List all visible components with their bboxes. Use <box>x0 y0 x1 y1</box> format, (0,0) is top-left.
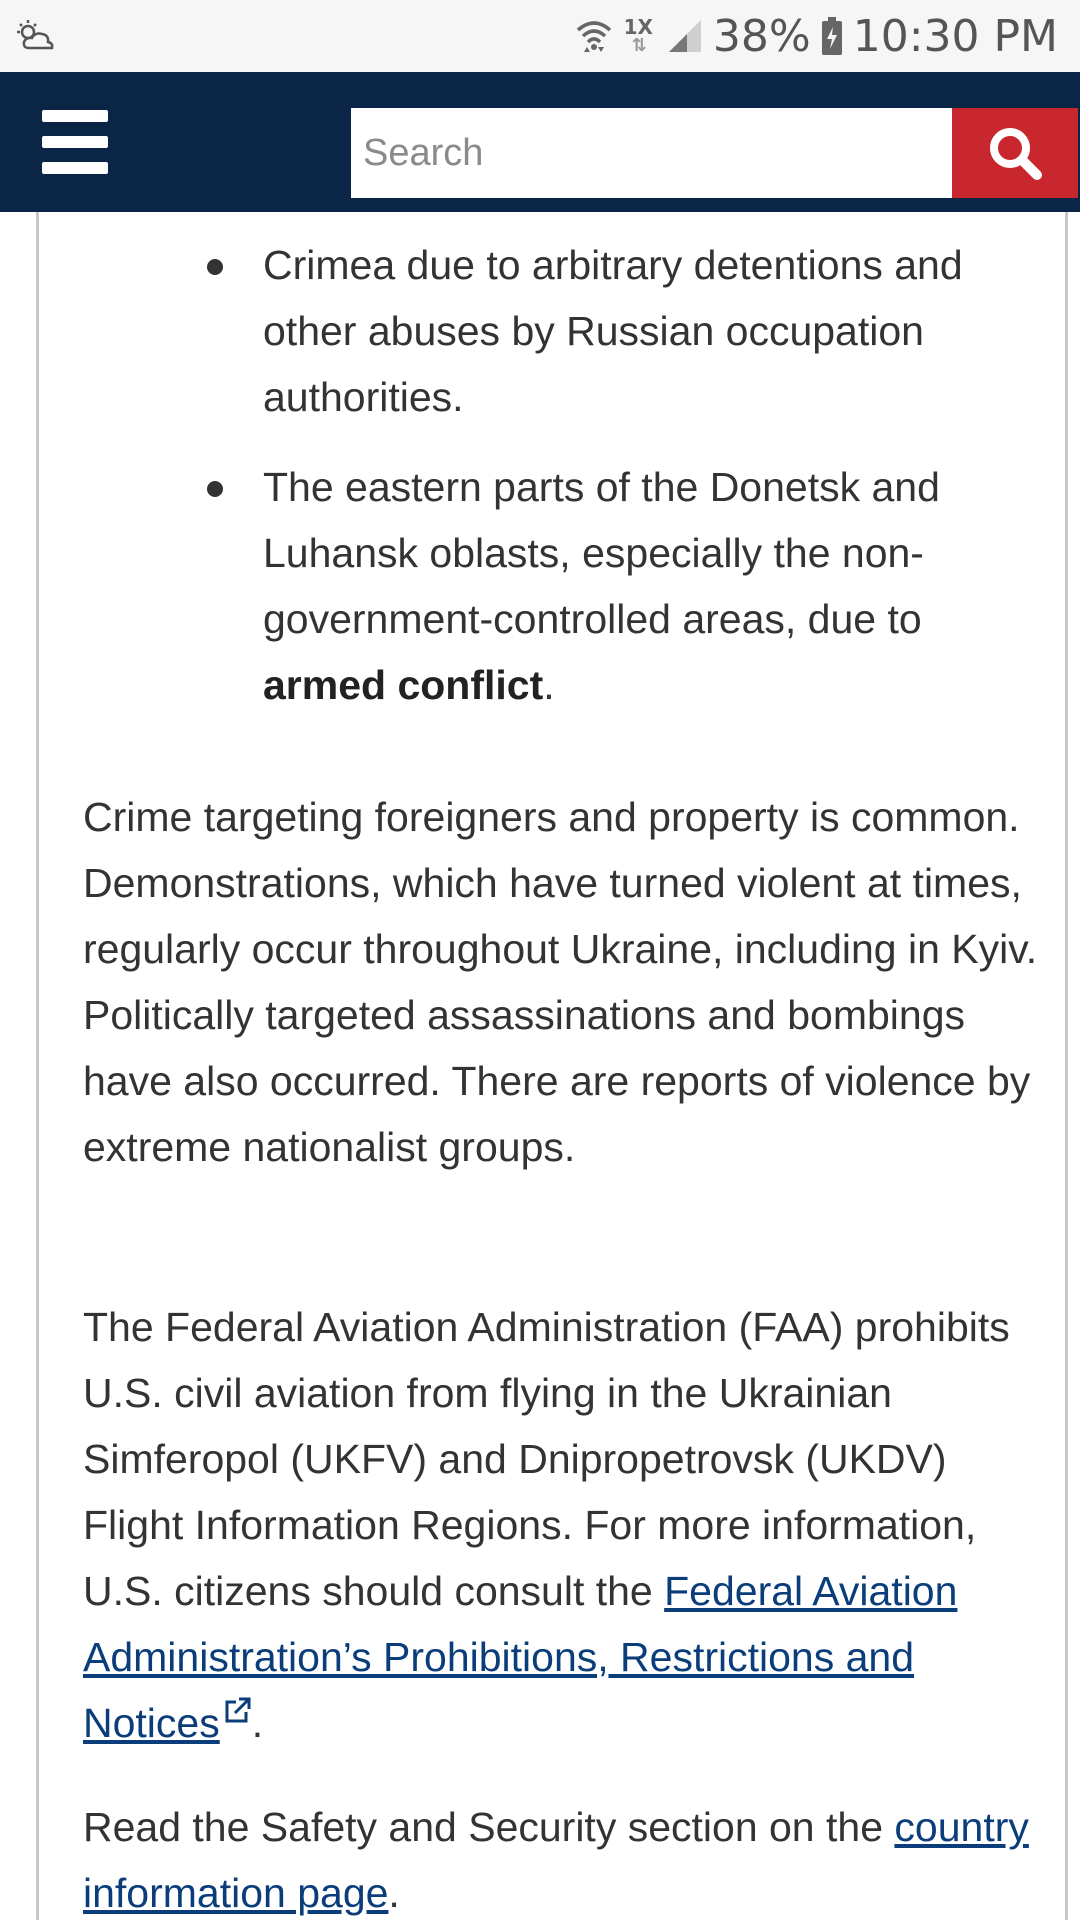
battery-icon <box>821 16 843 56</box>
status-right <box>574 11 1058 62</box>
article-content <box>36 212 1068 1920</box>
wifi-icon <box>574 16 614 56</box>
bullet-text: The eastern parts of the Donetsk and Luhansk oblasts, especially the non-government-controlled areas, due to <box>263 464 940 642</box>
paragraph-end: . <box>388 1870 400 1916</box>
paragraph-end: . <box>251 1700 264 1746</box>
hamburger-icon-bar <box>42 162 108 174</box>
bullet-list <box>39 232 1029 742</box>
data-arrows-icon: ⇅ <box>631 35 645 56</box>
battery-percent: 38% <box>712 10 811 62</box>
paragraph-crime: Crime targeting foreigners and property is common. Demonstrations, which have turned violent at times, regularly occur throughout Ukraine, including in Kyiv. Politically targeted assassinations and bombings have also occurred. There are reports of violence by extreme nationalist groups. <box>83 794 1038 1170</box>
signal-icon <box>667 18 703 54</box>
site-header <box>0 72 1080 212</box>
paragraph-text: Read the Safety and Security section on the <box>83 1804 895 1850</box>
clock: 10:30 PM <box>852 10 1058 62</box>
paragraph-faa <box>83 1294 1043 1756</box>
status-bar <box>0 0 1080 72</box>
link-text: country information page <box>83 1804 1029 1916</box>
menu-button[interactable] <box>42 110 112 174</box>
search-input[interactable] <box>351 108 952 198</box>
network-type-label: 1X <box>623 15 653 39</box>
bold-text: armed conflict <box>263 662 544 708</box>
hamburger-icon-bar <box>42 136 108 148</box>
search-button[interactable] <box>952 108 1078 198</box>
search-icon <box>985 123 1045 183</box>
external-link-icon <box>222 1696 252 1726</box>
bullet-text: Crimea due to arbitrary detentions and other abuses by Russian occupation authorities. <box>263 242 963 420</box>
link-text: Federal Aviation Administration’s Prohibitions, Restrictions and Notices <box>83 1568 958 1746</box>
paragraph-text: The Federal Aviation Administration (FAA) prohibits U.S. civil aviation from flying in the Ukrainian Simferopol (UKFV) and Dnipropetrovsk (UKDV) Flight Information Regions. For more information, U.S. citizens should consult the <box>83 1304 1010 1614</box>
bullet-text-end: . <box>543 662 555 708</box>
hamburger-icon-bar <box>42 110 108 122</box>
weather-icon <box>14 18 58 54</box>
network-type-badge <box>624 17 653 55</box>
status-left <box>14 18 58 54</box>
list-item <box>39 454 1029 718</box>
paragraph-safety <box>83 1794 1043 1926</box>
list-item <box>39 232 1029 430</box>
